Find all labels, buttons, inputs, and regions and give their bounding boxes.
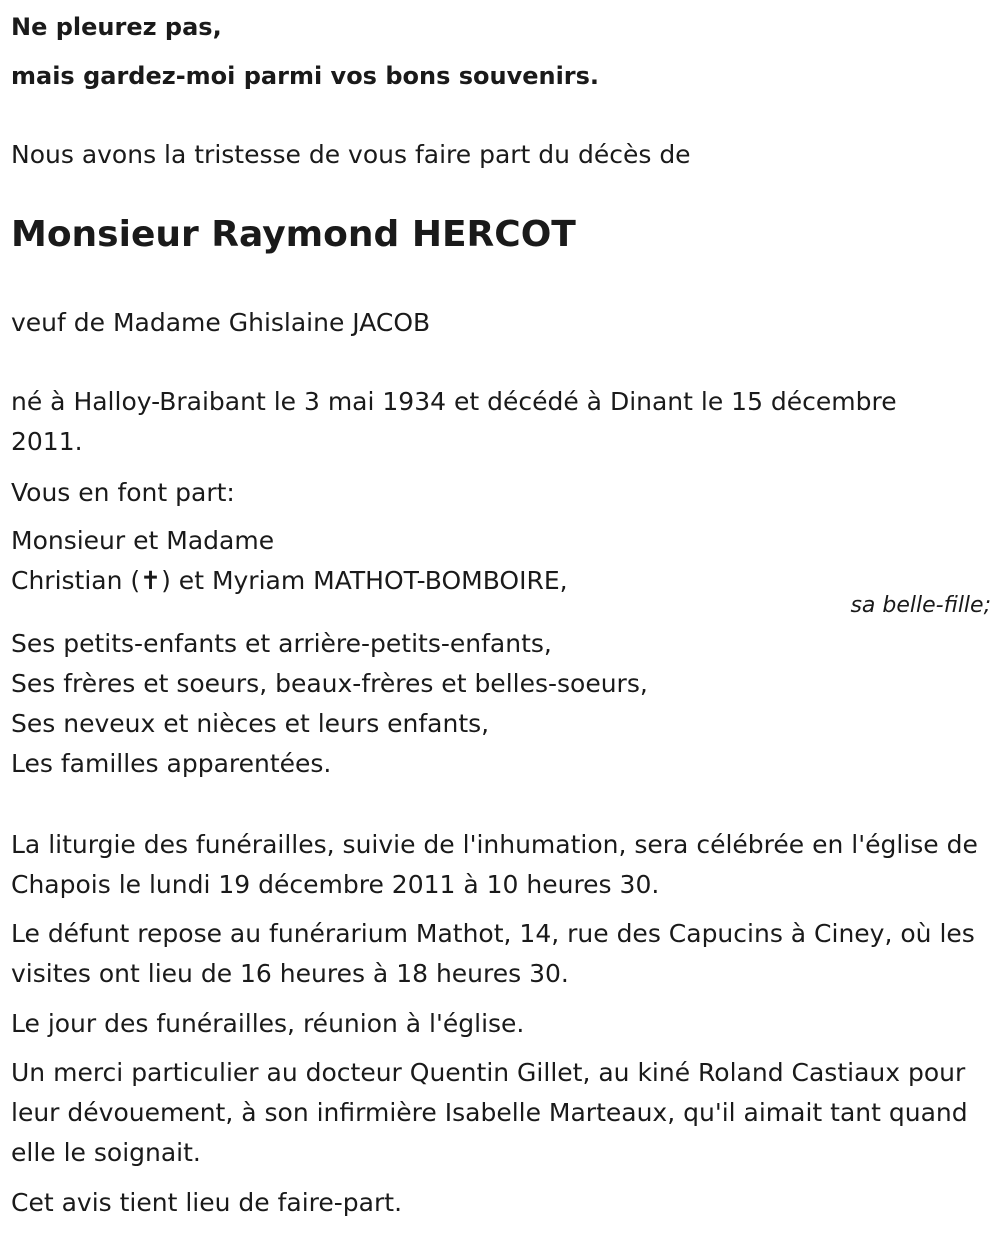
birth-death-line-1: né à Halloy-Braibant le 3 mai 1934 et décédé à Dinant le 15 décembre <box>11 387 897 416</box>
couple-line-2: Christian (✝) et Myriam MATHOT-BOMBOIRE, <box>11 566 568 595</box>
closing-paragraph: Cet avis tient lieu de faire-part. <box>11 1188 403 1217</box>
family-member-line: Les familles apparentées. <box>11 749 332 778</box>
family-heading: Vous en font part: <box>11 478 235 507</box>
spouse-text: veuf de Madame Ghislaine JACOB <box>11 308 431 337</box>
liturgy-paragraph: La liturgie des funérailles, suivie de l'inhumation, sera célébrée en l'église de Chapois le lundi 19 décembre 2011 à 10 heures 30. <box>11 830 978 899</box>
meeting-paragraph: Le jour des funérailles, réunion à l'église. <box>11 1009 525 1038</box>
family-member-line: Ses petits-enfants et arrière-petits-enfants, <box>11 629 552 658</box>
thanks-paragraph: Un merci particulier au docteur Quentin Gillet, au kiné Roland Castiaux pour leur dévouement, à son infirmière Isabelle Marteaux, qu'il aimait tant quand elle le soignait. <box>11 1058 968 1167</box>
funerarium-paragraph: Le défunt repose au funérarium Mathot, 14, rue des Capucins à Ciney, où les visites ont lieu de 16 heures à 18 heures 30. <box>11 919 975 988</box>
family-member-line: Ses neveux et nièces et leurs enfants, <box>11 709 490 738</box>
family-member-line: Ses frères et soeurs, beaux-frères et belles-soeurs, <box>11 669 648 698</box>
couple-line-1: Monsieur et Madame <box>11 526 275 555</box>
couple-relation: sa belle-fille; <box>850 593 991 618</box>
birth-death-line-2: 2011. <box>11 427 83 456</box>
quote-line-1: Ne pleurez pas, <box>11 13 222 41</box>
intro-text: Nous avons la tristesse de vous faire part du décès de <box>11 140 691 169</box>
deceased-name: Monsieur Raymond HERCOT <box>11 214 576 255</box>
quote-line-2: mais gardez-moi parmi vos bons souvenirs. <box>11 62 600 90</box>
